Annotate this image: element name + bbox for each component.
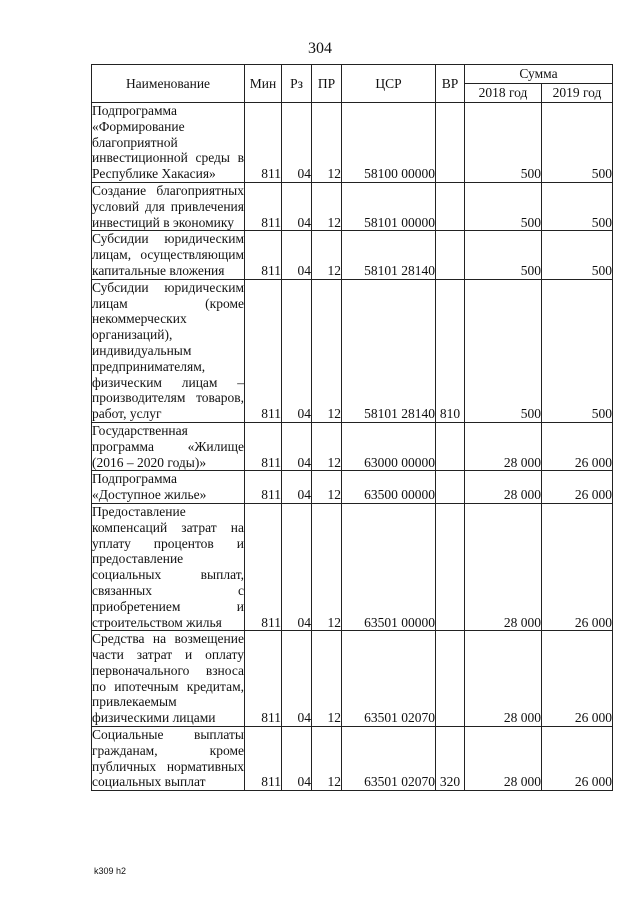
cell-pr: 12 (312, 279, 342, 422)
cell-sum-2019: 26 000 (542, 471, 613, 504)
header-min: Мин (245, 65, 282, 103)
cell-csr: 63500 00000 (342, 471, 436, 504)
cell-rz: 04 (282, 231, 312, 279)
cell-sum-2019: 26 000 (542, 727, 613, 791)
table-row (92, 503, 613, 630)
table-row (92, 631, 613, 727)
cell-min: 811 (245, 422, 282, 470)
cell-rz: 04 (282, 727, 312, 791)
header-sum: Сумма (465, 65, 613, 84)
cell-min: 811 (245, 231, 282, 279)
page-number: 304 (308, 40, 332, 57)
cell-rz: 04 (282, 631, 312, 727)
cell-csr: 63501 02070 (342, 727, 436, 791)
cell-csr: 63501 00000 (342, 503, 436, 630)
cell-sum-2018: 28 000 (465, 422, 542, 470)
cell-name: Подпрограмма «Формирование благоприятной инвестиционной среды в Республике Хакасия» (92, 103, 244, 182)
table-row (92, 727, 613, 791)
cell-min: 811 (245, 503, 282, 630)
cell-rz: 04 (282, 503, 312, 630)
cell-rz: 04 (282, 103, 312, 183)
table-row (92, 471, 613, 504)
cell-min: 811 (245, 631, 282, 727)
cell-csr: 58101 00000 (342, 182, 436, 230)
cell-sum-2019: 500 (542, 231, 613, 279)
cell-sum-2018: 28 000 (465, 471, 542, 504)
cell-name: Создание благоприятных условий для привлечения инвестиций в экономику (92, 182, 244, 230)
header-rz: Рз (282, 65, 312, 103)
cell-name: Государственная программа «Жилище (2016 – 2020 годы)» (92, 422, 244, 470)
cell-name: Субсидии юридическим лицам (кроме некоммерческих организаций), индивидуальным предпринимателям, физическим лицам – производителям товаров, работ, услуг (92, 279, 244, 422)
cell-sum-2019: 500 (542, 279, 613, 422)
cell-vr (436, 422, 465, 470)
cell-vr: 810 (436, 279, 465, 422)
header-year-2018: 2018 год (465, 84, 542, 103)
cell-sum-2018: 500 (465, 103, 542, 183)
cell-min: 811 (245, 103, 282, 183)
cell-csr: 63501 02070 (342, 631, 436, 727)
header-csr: ЦСР (342, 65, 436, 103)
cell-rz: 04 (282, 182, 312, 230)
cell-sum-2018: 28 000 (465, 631, 542, 727)
cell-vr (436, 231, 465, 279)
cell-vr: 320 (436, 727, 465, 791)
cell-pr: 12 (312, 422, 342, 470)
cell-pr: 12 (312, 503, 342, 630)
cell-vr (436, 471, 465, 504)
cell-vr (436, 503, 465, 630)
cell-name: Средства на возмещение части затрат и оплату первоначального взноса по ипотечным кредитам, привлекаемым физическими лицами (92, 631, 244, 726)
cell-pr: 12 (312, 631, 342, 727)
header-pr: ПР (312, 65, 342, 103)
cell-sum-2018: 500 (465, 231, 542, 279)
cell-min: 811 (245, 471, 282, 504)
cell-pr: 12 (312, 231, 342, 279)
cell-vr (436, 182, 465, 230)
cell-rz: 04 (282, 279, 312, 422)
cell-name: Субсидии юридическим лицам, осуществляющим капитальные вложения (92, 231, 244, 278)
cell-csr: 58101 28140 (342, 279, 436, 422)
cell-min: 811 (245, 279, 282, 422)
cell-sum-2019: 500 (542, 103, 613, 183)
cell-csr: 63000 00000 (342, 422, 436, 470)
table-row (92, 182, 613, 230)
table-row (92, 422, 613, 470)
cell-csr: 58101 28140 (342, 231, 436, 279)
cell-sum-2019: 26 000 (542, 631, 613, 727)
cell-pr: 12 (312, 727, 342, 791)
cell-rz: 04 (282, 422, 312, 470)
cell-vr (436, 631, 465, 727)
header-year-2019: 2019 год (542, 84, 613, 103)
cell-name: Социальные выплаты гражданам, кроме публичных нормативных социальных выплат (92, 727, 244, 790)
cell-sum-2018: 500 (465, 182, 542, 230)
table-row (92, 231, 613, 279)
cell-pr: 12 (312, 103, 342, 183)
header-vr: ВР (436, 65, 465, 103)
cell-name: Подпрограмма «Доступное жилье» (92, 471, 245, 504)
header-name: Наименование (92, 65, 245, 103)
cell-rz: 04 (282, 471, 312, 504)
table-row (92, 103, 613, 183)
footer-code: k309 h2 (94, 866, 127, 876)
table-row (92, 279, 613, 422)
cell-pr: 12 (312, 182, 342, 230)
cell-sum-2018: 28 000 (465, 503, 542, 630)
cell-sum-2019: 500 (542, 182, 613, 230)
budget-table (91, 64, 613, 791)
cell-name: Предоставление компенсаций затрат на уплату процентов и предоставление социальных выплат, связанных с приобретением и строительством жилья (92, 503, 244, 630)
cell-sum-2019: 26 000 (542, 503, 613, 630)
cell-pr: 12 (312, 471, 342, 504)
cell-sum-2019: 26 000 (542, 422, 613, 470)
cell-min: 811 (245, 727, 282, 791)
cell-vr (436, 103, 465, 183)
cell-min: 811 (245, 182, 282, 230)
cell-csr: 58100 00000 (342, 103, 436, 183)
cell-sum-2018: 500 (465, 279, 542, 422)
cell-sum-2018: 28 000 (465, 727, 542, 791)
